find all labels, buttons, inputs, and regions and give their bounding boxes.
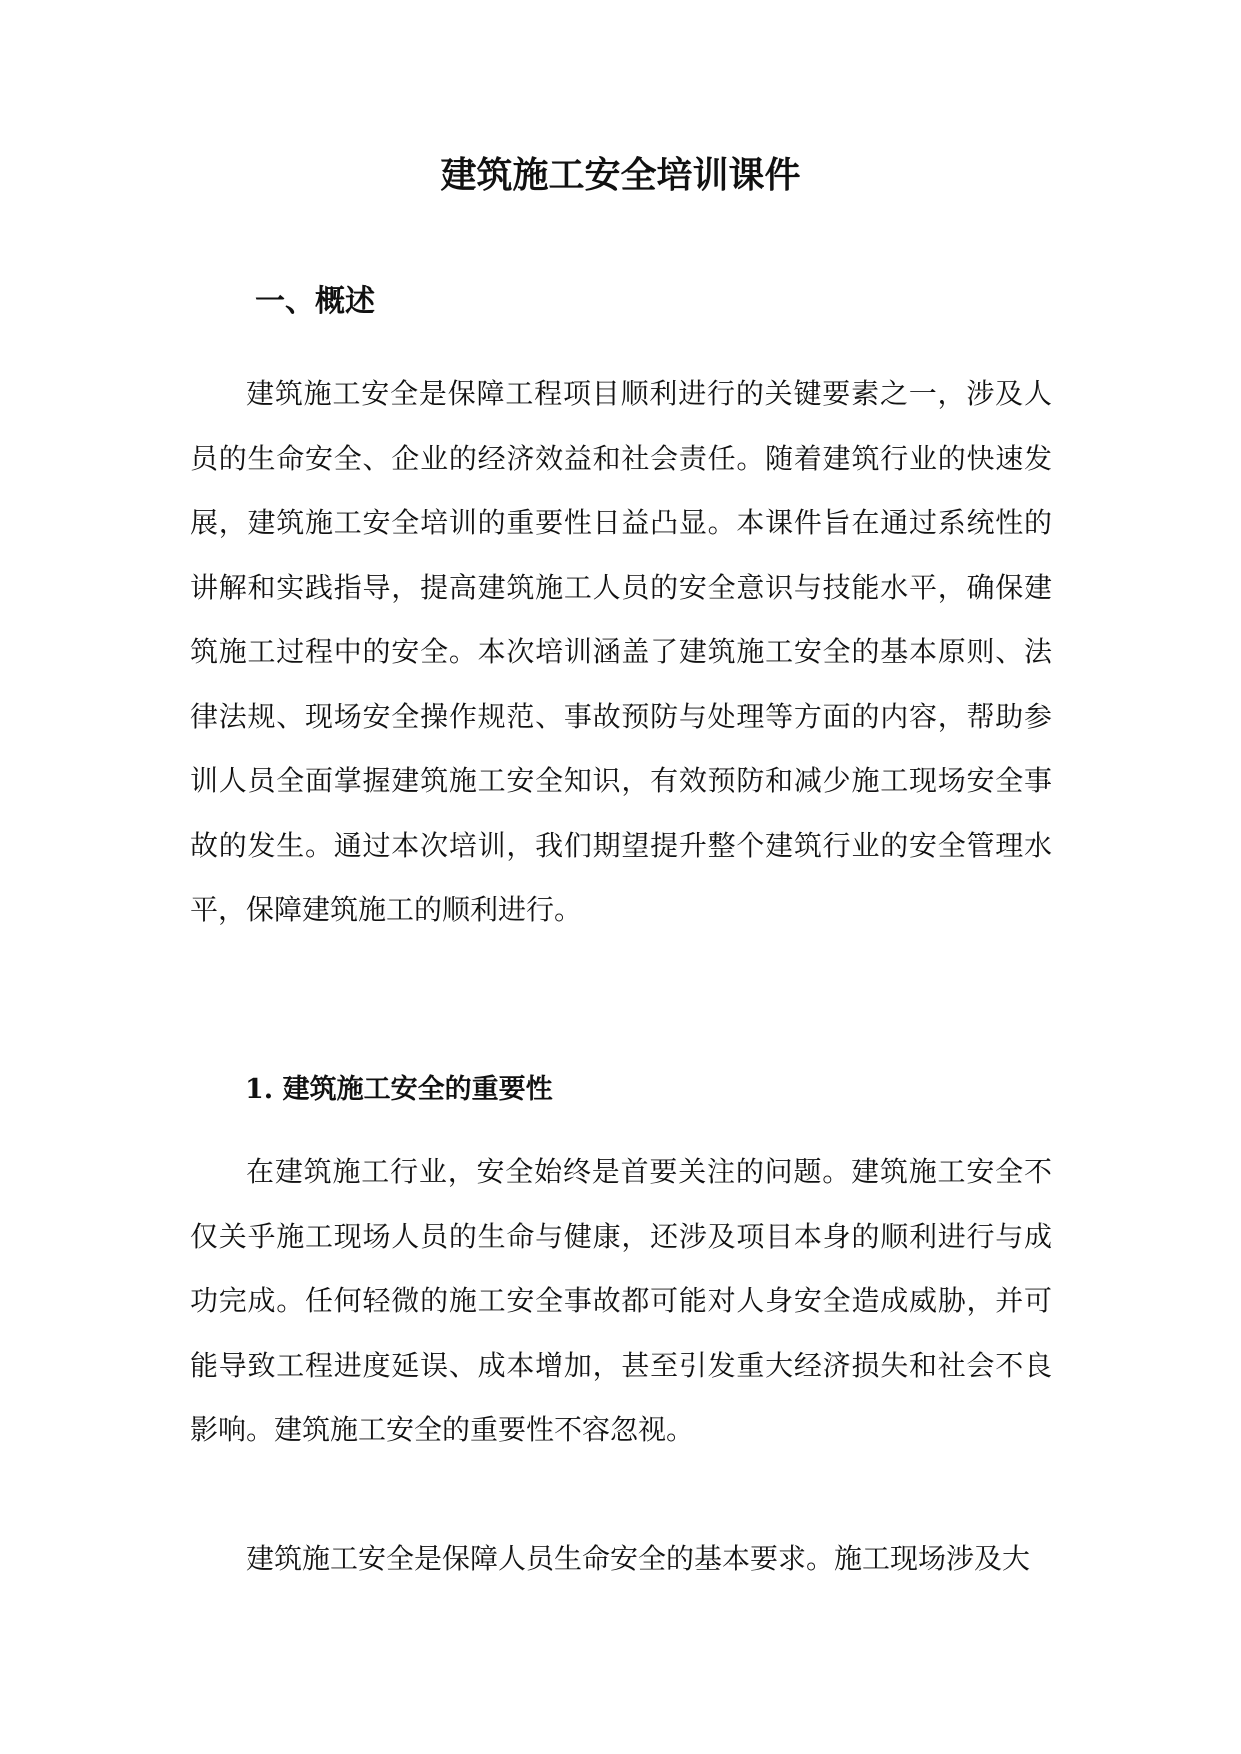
- subsection-heading-importance: 1. 建筑施工安全的重要性: [245, 1074, 553, 1105]
- overview-paragraph: 建筑施工安全是保障工程项目顺利进行的关键要素之一，涉及人员的生命安全、企业的经济效益和社会责任。随着建筑行业的快速发展，建筑施工安全培训的重要性日益凸显。本课件旨在通过系统性的讲解和实践指导，提高建筑施工人员的安全意识与技能水平，确保建筑施工过程中的安全。本次培训涵盖了建筑施工安全的基本原则、法律法规、现场安全操作规范、事故预防与处理等方面的内容，帮助参训人员全面掌握建筑施工安全知识，有效预防和减少施工现场安全事故的发生。通过本次培训，我们期望提升整个建筑行业的安全管理水平，保障建筑施工的顺利进行。: [190, 377, 1052, 926]
- importance-paragraph-1: 在建筑施工行业，安全始终是首要关注的问题。建筑施工安全不仅关乎施工现场人员的生命与健康，还涉及项目本身的顺利进行与成功完成。任何轻微的施工安全事故都可能对人身安全造成威胁，并可能导致工程进度延误、成本增加，甚至引发重大经济损失和社会不良影响。建筑施工安全的重要性不容忽视。: [190, 1155, 1052, 1446]
- section-heading-overview: 一、概述: [255, 284, 375, 319]
- document-title: 建筑施工安全培训课件: [440, 154, 801, 196]
- importance-paragraph-2: 建筑施工安全是保障人员生命安全的基本要求。施工现场涉及大: [246, 1542, 1031, 1575]
